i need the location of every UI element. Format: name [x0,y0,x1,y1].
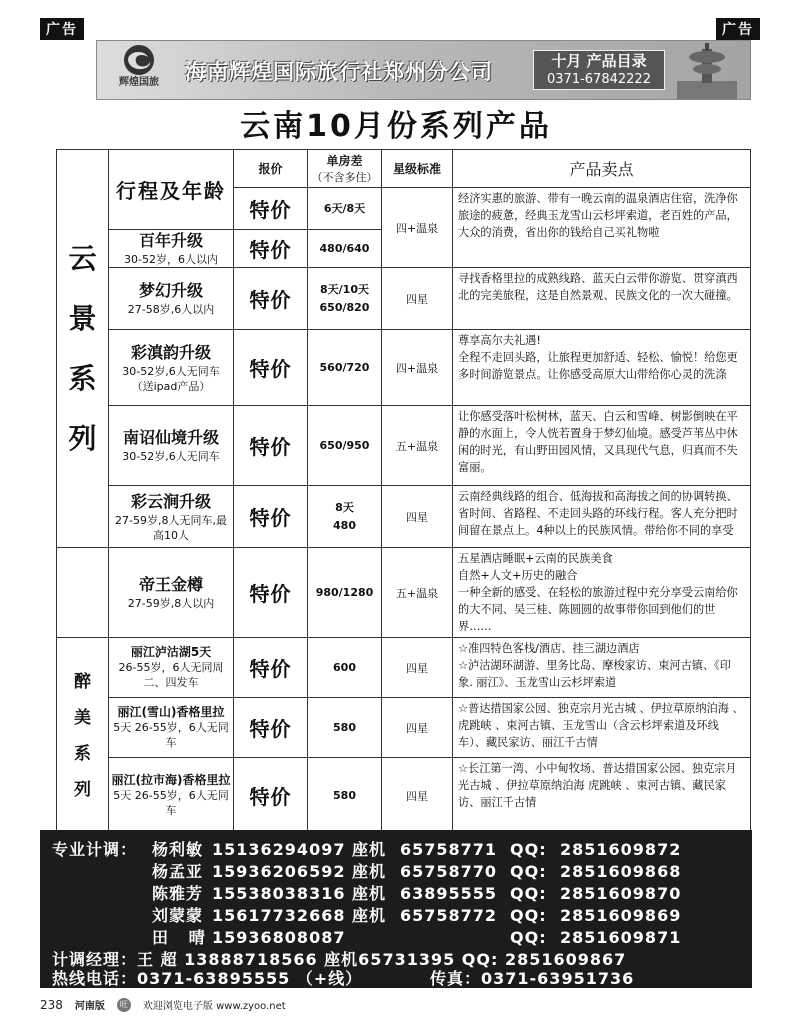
contact-seat: 65758772 [400,906,498,925]
single-cell [308,486,382,548]
desc-cell [453,330,751,406]
header-row [57,150,751,188]
catalog-phone: 0371-67842222 [547,72,651,87]
desc-cell [453,548,751,638]
contact-seat: 65758771 [400,840,498,859]
route-sub: 5天 26-55岁，6人无同车 [113,789,229,817]
desc-line: 寻找香格里拉的成熟线路、蓝天白云带你游览、贯穿滇西北的完美旅程，这是自然景观、民族文化的一次大碰撞。 [458,272,738,302]
level-cell: 四星 [382,268,453,330]
contact-qq-label: QQ: [510,840,547,859]
footer-slogan: 欢迎浏览电子版 www.zyoo.net [142,1001,286,1012]
category-cell-2 [57,638,109,834]
desc-line: 尊享高尔夫礼遇! [458,334,541,347]
single-cell: 650/950 [308,406,382,486]
price-cell: 特价 [234,486,308,548]
single-cell: 560/720 [308,330,382,406]
single-line: 650/820 [319,300,370,314]
header-price: 报价 [234,150,308,188]
table-row [57,758,751,834]
swirl-logo-icon [114,43,164,77]
single-line: 480 [333,518,356,532]
price-cell: 特价 [234,330,308,406]
header-route: 行程及年龄 [109,150,234,230]
contact-qq: 2851609871 [560,928,682,947]
desc-cell [453,698,751,758]
single-cell [308,268,382,330]
header-level: 星级标准 [382,150,453,188]
route-cell [109,330,234,406]
ad-label-left: 广告 [40,18,84,40]
page-number: 238 [40,997,63,1012]
route-name: 南诏仙境升级 [122,428,219,447]
level-cell: 四星 [382,698,453,758]
desc-line: ☆长江第一湾、小中甸牧场、普达措国家公园、独克宗月光古城 、伊拉草原纳泊海 虎跳峡 、束河古镇、藏民家访、丽江千古情 [458,762,737,809]
desc-line: 经济实惠的旅游、带有一晚云南的温泉酒店住宿，洗净你旅途的疲惫，经典玉龙雪山云杉坪索道，老百姓的产品，大众的消费，省出你的钱给自己买礼物啦 [458,192,738,239]
fax-line: 传真：0371-63951736 [430,969,635,988]
category-char: 系 [74,743,91,764]
contact-mobile: 15538038316 [212,884,346,903]
table-row [57,698,751,758]
category-char: 醉 [74,671,91,692]
level-cell: 五+温泉 [382,406,453,486]
desc-cell [453,188,751,268]
level-cell: 四+温泉 [382,330,453,406]
contact-panel [40,830,752,988]
desc-line: ☆泸沽湖环湖游、里务比岛、摩梭家访、束河古镇、《印象. 丽江》、玉龙雪山云杉坪索道 [458,659,731,689]
price-cell: 特价 [234,188,308,230]
level-cell: 五+温泉 [382,548,453,638]
contact-qq-label: QQ: [510,862,547,881]
contact-seat-label: 座机 [352,862,387,881]
level-cell: 四星 [382,758,453,834]
contact-name: 杨利敏 [152,840,204,859]
catalog-box [533,50,665,90]
price-cell: 特价 [234,698,308,758]
contact-qq: 2851609869 [560,906,682,925]
level-cell: 四+温泉 [382,188,453,268]
single-cell: 600 [308,638,382,698]
header-single-label: 单房差 [326,154,363,168]
route-name: 彩滇韵升级 [130,342,211,362]
route-name: 丽江(雪山)香格里拉 [117,705,225,719]
category-char: 美 [74,707,91,728]
page-title: 云南10月份系列产品 [240,109,552,144]
logo-text: 辉煌国旅 [119,77,159,88]
route-sub: 30-52岁，6人以内 [124,253,218,266]
route-sub: 27-59岁,8人以内 [127,597,215,610]
contact-name: 刘蒙蒙 [152,906,204,925]
desc-cell [453,758,751,834]
category-char: 系 [68,361,97,395]
edition-label: 河南版 [74,1001,105,1012]
company-name: 海南辉煌国际旅行社郑州分公司 [185,60,493,84]
table-row [57,548,751,638]
header-points: 产品卖点 [453,150,751,188]
single-cell: 480/640 [308,230,382,268]
contact-name: 杨孟亚 [152,862,204,881]
hotline-line: 热线电话：0371-63895555 （+线） [52,969,363,988]
contact-seat: 63895555 [400,884,498,903]
page-footer [40,997,286,1012]
contact-qq: 2851609872 [560,840,682,859]
category-char: 云 [68,241,97,275]
catalog-label: 十月 产品目录 [551,52,647,70]
spacer-cell [57,548,109,638]
route-cell [109,486,234,548]
route-name: 彩云涧升级 [130,491,211,511]
route-name: 帝王金樽 [138,575,203,594]
route-name: 丽江泸沽湖5天 [130,645,212,659]
price-cell: 特价 [234,230,308,268]
table-row [57,638,751,698]
route-sub: 27-58岁,6人以内 [127,303,215,316]
table-row [57,330,751,406]
route-name: 梦幻升级 [138,281,203,300]
contact-mobile: 15936808087 [212,928,346,947]
desc-line: 让你感受落叶松树林，蓝天、白云和雪峰、树影倒映在平静的水面上，令人恍若置身于梦幻仙境。感受芦苇丛中休闲的时光，有山野田园风情，又具现代气息，归真而不失富丽。 [458,410,738,474]
contact-qq-label: QQ: [510,884,547,903]
header-single-sub: （不含多住） [311,171,378,184]
route-cell [109,230,234,268]
single-cell: 6天/8天 [308,188,382,230]
route-sub: 30-52岁,6人无同车 [122,450,220,463]
contact-seat-label: 座机 [352,906,387,925]
single-cell: 580 [308,698,382,758]
price-cell: 特价 [234,268,308,330]
desc-line: ☆普达措国家公园、独克宗月光古城 、伊拉草原纳泊海 、虎跳峡 、束河古镇、玉龙雪山（含云杉坪索道及环线车）、藏民家访、丽江千古情 [458,702,744,749]
route-cell [109,758,234,834]
contact-mobile: 15136294097 [212,840,346,859]
category-char: 列 [74,779,91,800]
company-logo [101,43,177,99]
route-name: 丽江(拉市海)香格里拉 [111,773,231,787]
single-line: 8天 [335,500,354,514]
price-cell: 特价 [234,638,308,698]
contact-qq: 2851609868 [560,862,682,881]
header-banner [96,40,751,100]
level-cell: 四星 [382,486,453,548]
header-single [308,150,382,188]
route-sub: 27-59岁,8人无同车,最高10人 [115,513,227,542]
contact-name: 陈雅芳 [152,884,204,903]
route-sub: 30-52岁,6人无同车 [122,364,220,378]
route-sub: 5天 26-55岁，6人无同车 [113,721,229,749]
desc-cell [453,486,751,548]
contact-qq: 2851609870 [560,884,682,903]
contact-qq-label: QQ: [510,928,547,947]
route-sub: 26-55岁，6人无同周二、四发车 [118,661,224,689]
contact-seat-label: 座机 [352,840,387,859]
contact-seat-label: 座机 [352,884,387,903]
contact-name: 田 晴 [152,928,206,947]
level-cell: 四星 [382,638,453,698]
route-gift: （送ipad产品） [131,379,211,393]
price-cell: 特价 [234,406,308,486]
desc-line: 自然+人文+历史的融合 [458,569,578,582]
category-char: 列 [68,421,97,455]
price-cell: 特价 [234,758,308,834]
single-line: 8天/10天 [320,282,369,296]
route-name: 百年升级 [138,231,203,250]
route-cell [109,698,234,758]
table-row [57,406,751,486]
contact-seat: 65758770 [400,862,498,881]
contact-mobile: 15617732668 [212,906,346,925]
contact-mobile: 15936206592 [212,862,346,881]
desc-line: 一种全新的感受、在轻松的旅游过程中充分享受云南给你的大不同、吴三桂、陈圆圆的故事带你回到他们的世界…… [458,586,738,633]
product-table [56,149,751,834]
badge-icon: 旺 [117,998,131,1012]
category-char: 景 [68,301,97,335]
route-cell [109,268,234,330]
desc-line: 五星酒店睡眠+云南的民族美食 [458,552,613,565]
price-cell: 特价 [234,548,308,638]
single-cell: 580 [308,758,382,834]
landmark-tower-icon [672,43,742,99]
desc-line: 全程不走回头路，让旅程更加舒适、轻松、愉悦！给您更多时间游览景点。让你感受高原大山带给你心灵的洗涤 [458,351,738,381]
desc-cell [453,638,751,698]
category-cell-1 [57,150,109,548]
table-row [57,268,751,330]
route-cell [109,406,234,486]
desc-line: ☆准四特色客栈/酒店、挂三湖边酒店 [458,642,640,655]
manager-line: 计调经理：王 超 13888718566 座机65731395 QQ: 2851609867 [52,950,627,969]
single-cell: 980/1280 [308,548,382,638]
route-cell [109,548,234,638]
contact-qq-label: QQ: [510,906,547,925]
contact-label: 专业计调： [52,840,138,859]
desc-cell [453,268,751,330]
table-row [57,486,751,548]
desc-cell [453,406,751,486]
route-cell [109,638,234,698]
desc-line: 云南经典线路的组合、低海拔和高海拔之间的协调转换、省时间、省路程、不走回头路的环线行程。客人充分把时间留在景点上。4种以上的民族风情。带给你不同的享受 [458,490,738,537]
ad-label-right: 广告 [716,18,760,40]
